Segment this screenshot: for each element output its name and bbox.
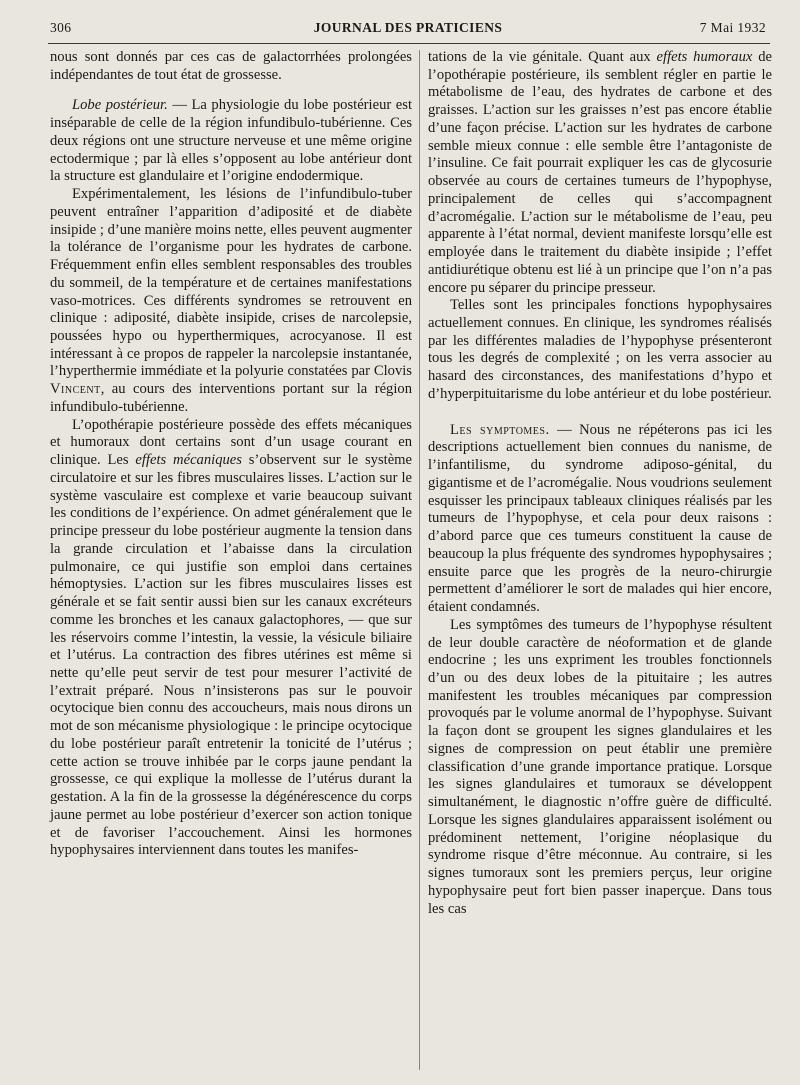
paragraph (50, 186, 412, 417)
paragraph (428, 49, 772, 297)
header-rule (48, 43, 770, 44)
paragraph-text: nous sont donnés par ces cas de galactorrhées prolongées indépendantes de tout état de grossesse. (50, 49, 412, 83)
paragraph-text: de l’opothérapie postérieure, ils semblent régler en partie le métabolisme de l’eau, des hydrates de carbone et des graisses. L’action sur les graisses n’est pas encore établie d’une façon précise. L’action sur les hydrates de carbone semble mieux connue : elle semble être l’antagoniste de l’insuline. Ce fait pourrait expliquer les cas de glycosurie observée au cours de certaines tumeurs de l’hypophyse, principalement de celles qui s’accompagnent d’acromégalie. L’action sur le métabolisme de l’eau, peu apparente à l’état normal, devient manifeste lorsqu’elle est employée dans le traitement du diabète insipide ; l’effet antidiurétique obtenu est lié à un principe que l’on n’a pas encore pu séparer du principe presseur. (428, 49, 772, 296)
section-heading: Lobe postérieur. (72, 97, 168, 114)
paragraph-text: — La physiologie du lobe postérieur est inséparable de celle de la région infundibulo-tubérienne. Ces deux régions ont une structure nerveuse et une même origine ectodermique ; par là elles s’opposent au lobe antérieur dont la structure est glandulaire et l’origine endodermique. (50, 97, 412, 185)
column-divider (419, 50, 420, 1070)
running-header (50, 18, 766, 40)
paragraph-text: , au cours des interventions portant sur la région infundibulo-tubérienne. (50, 381, 412, 415)
paragraph-text: — Nous ne répéterons pas ici les descriptions actuellement bien connues du nanisme, de l’infantilisme, du syndrome adiposo-génital, du gigantisme et de l’acromégalie. Nous voudrions seulement esquisser les principaux tableaux cliniques réalisés par les tumeurs de l’hypophyse, et cela pour deux raisons : d’abord parce que ces tumeurs constituent la cause de beaucoup la plus fréquente des syndromes hypophysaires ; ensuite parce que les progrès de la neuro-chirurgie permettent d’améliorer le sort de malades qui hier encore, étaient condamnés. (428, 421, 772, 616)
paragraph-text: L’opothérapie postérieure possède des effets mécaniques et humoraux dont certains sont d’un usage courant en clinique. Les (50, 416, 412, 469)
paragraph-text: tations de la vie génitale. Quant aux (428, 49, 657, 65)
paragraph-text: s’observent sur le système circulatoire et sur les fibres musculaires lisses. L’action sur le système vasculaire est complexe et varie beaucoup suivant les conditions de l’expérience. On admet généralement que le principe presseur du lobe postérieur augmente la tension dans la grande circulation et l’abaisse dans la circulation pulmonaire, ce qui justifie son emploi dans certaines hémoptysies. L’action sur les fibres musculaires lisses est générale et se fait sentir aussi bien sur les canaux excréteurs comme les bronches et les canaux galactophores, — que sur les réservoirs comme l’intestin, la vessie, la vésicule biliaire et l’utérus. La contraction des fibres utérines est même si nette qu’elle peut servir de test pour mesurer l’activité de l’extrait préparé. Nous n’insisterons pas sur le pouvoir ocytocique bien connu des accoucheurs, mais nous dirons un mot de son mécanisme physiologique : le principe ocytocique du lobe postérieur paraît entretenir la tonicité de l’utérus ; cette action se trouve inhibée par le corps jaune pendant la grossesse, ce qui explique la mollesse de l’utérus durant la gestation. A la fin de la grossesse la dégénérescence du corps jaune permet au lobe postérieur d’exercer son action tonique et de favoriser l’accouchement. Ainsi les hormones hypophysaires interviennent dans toutes les manifes- (50, 452, 412, 859)
paragraph-lobe-posterieur (50, 97, 412, 186)
paragraph (428, 297, 772, 403)
left-column (50, 49, 412, 860)
journal-title: JOURNAL DES PRATICIENS (313, 20, 503, 35)
page-number: 306 (50, 20, 72, 35)
issue-date: 7 Mai 1932 (699, 20, 766, 35)
paragraph-text: Les symptômes des tumeurs de l’hypophyse résultent de leur double caractère de néoformation et de glande endocrine ; les uns expriment les troubles fonctionnels d’un ou des deux lobes de la pituitaire ; les autres manifestent les troubles mécaniques par compression provoqués par le volume anormal de l’hypophyse. Suivant la façon dont se groupent les signes glandulaires et les signes de compression on peut établir une première classification d’une grande importance pratique. Lorsque les signes glandulaires et tumoraux se développent simultanément, le diagnostic n’offre guère de difficulté. Lorsque les signes glandulaires apparaissent isolément ou prédominent nettement, l’origine néoplasique du syndrome risque d’être méconnue. Au contraire, si les signes tumoraux sont les premiers perçus, leur origine hypophysaire peut fort bien passer inaperçue. Dans tous les cas (428, 616, 772, 917)
paragraph-text: Expérimentalement, les lésions de l’infundibulo-tuber peuvent entraîner l’apparition d’adiposité et de diabète insipide ; d’une manière moins nette, elles peuvent augmenter la tolérance de l’organisme pour les hydrates de carbone. Fréquemment enfin elles semblent responsables des troubles du sommeil, de la température et de certaines manifestations vaso-motrices. Ces différents syndromes se retrouvent en clinique : adiposité, diabète insipide, crises de narcolepsie, poussées hypo ou hyperthermiques, acrocyanose. Il est intéressant à ce propos de rappeler la narcolepsie instantanée, l’hyperthermie immédiate et la polyurie constatées par Clovis (50, 186, 412, 380)
paragraph-text: Telles sont les principales fonctions hypophysaires actuellement connues. En clinique, les syndromes réalisés par les différentes maladies de l’hypophyse présenteront tous les degrés de complexité ; on les verra associer au hasard des circonstances, des manifestations d’hypo et d’hyperpituitarisme du lobe antérieur et du lobe postérieur. (428, 297, 772, 402)
section-heading: Les symptomes. (450, 421, 550, 438)
right-column (428, 49, 772, 918)
paragraph-symptomes (428, 422, 772, 617)
paragraph (50, 417, 412, 860)
emphasis-text: effets mécaniques (135, 452, 242, 469)
emphasis-text: effets humoraux (656, 49, 753, 65)
paragraph (428, 617, 772, 918)
paragraph (50, 49, 412, 84)
author-name: Vincent (50, 381, 101, 398)
